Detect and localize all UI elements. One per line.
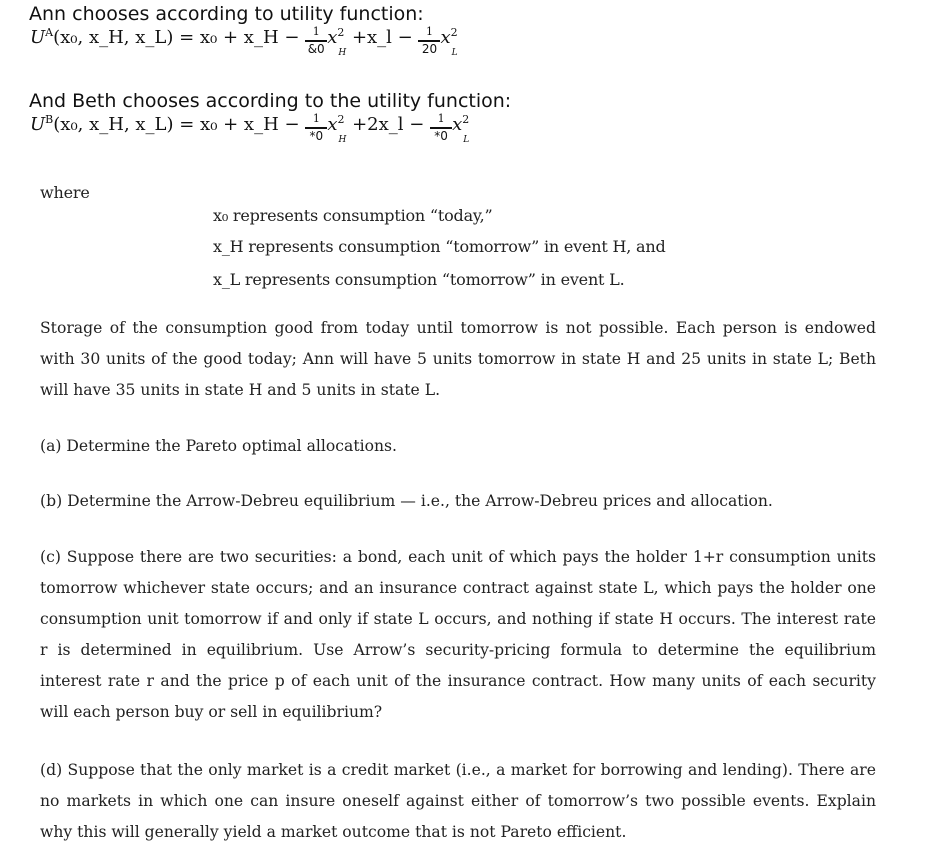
formula-mid: +x_l − (351, 27, 413, 48)
subscript: H (338, 135, 347, 145)
denominator: *0 (430, 127, 452, 143)
fraction (305, 26, 327, 56)
subscript: L (451, 48, 458, 58)
fraction (305, 113, 327, 143)
term: x (327, 27, 338, 48)
beth-intro: And Beth chooses according to the utility function: (29, 90, 512, 112)
numerator: 1 (437, 112, 445, 125)
numerator: 1 (312, 25, 320, 38)
denominator: *0 (305, 127, 327, 143)
denominator: 20 (418, 40, 440, 56)
ann-intro: Ann chooses according to utility function: (29, 3, 424, 25)
term: x (327, 114, 338, 135)
question-b: (b) Determine the Arrow-Debreu equilibrium — i.e., the Arrow-Debreu prices and allocation. (40, 492, 773, 510)
denominator: &0 (305, 40, 327, 56)
endowment-paragraph: Storage of the consumption good from today until tomorrow is not possible. Each person is endowed with 30 units of the good today; Ann will have 5 units tomorrow in state H and 25 units in state L; Beth will have 35 units in state H and 5 units in state L. (40, 319, 876, 399)
formula-args: (x₀, x_H, x_L) = x₀ + x_H − (53, 114, 300, 135)
question-a: (a) Determine the Pareto optimal allocations. (40, 437, 397, 455)
question-d: (d) Suppose that the only market is a credit market (i.e., a market for borrowing and lending). There are no markets in which one can insure oneself against either of tomorrow’s two possible events. Explain why this will generally yield a market outcome that is not Pareto efficient. (40, 761, 876, 841)
ann-utility-formula: $U^A(x_0$, x_H, x_L) = x₀ + x_H − $\frac{1}{\&0}$ $x^2_H$ +x_l − $\frac{1}{20}$ $x^2_L$ (30, 25, 458, 58)
formula-sup: B (45, 113, 54, 126)
formula-sup: A (45, 26, 54, 39)
numerator: 1 (425, 25, 433, 38)
definition-x0: x₀ represents consumption “today,” (213, 206, 493, 225)
definition-xl: x_L represents consumption “tomorrow” in event L. (213, 270, 625, 289)
fraction (430, 113, 452, 143)
formula-lhs: U (30, 114, 46, 135)
numerator: 1 (312, 112, 320, 125)
formula-args: (x₀, x_H, x_L) = x₀ + x_H − (53, 27, 300, 48)
where-label: where (40, 183, 90, 202)
formula-lhs: U (30, 27, 46, 48)
beth-utility-formula: $U^B(x_0$, x_H, x_L) = x₀ + x_H − $\frac{1}{*0}$ $x^2_H$ +2x_l − $\frac{1}{*0}$ $x^2_L$ (30, 112, 470, 145)
term: x (440, 27, 451, 48)
term: x (452, 114, 463, 135)
definition-xh: x_H represents consumption “tomorrow” in event H, and (213, 237, 666, 256)
fraction (418, 26, 440, 56)
subscript: H (338, 48, 347, 58)
formula-mid: +2x_l − (352, 114, 425, 135)
subscript: L (463, 135, 470, 145)
question-c: (c) Suppose there are two securities: a bond, each unit of which pays the holder 1+r consumption units tomorrow whichever state occurs; and an insurance contract against state L, which pays the holder one consumption unit tomorrow if and only if state L occurs, and nothing if state H occurs. The interest rate r is determined in equilibrium. Use Arrow’s security-pricing formula to determine the equilibrium interest rate r and the price p of each unit of the insurance contract. How many units of each security will each person buy or sell in equilibrium? (40, 548, 876, 721)
